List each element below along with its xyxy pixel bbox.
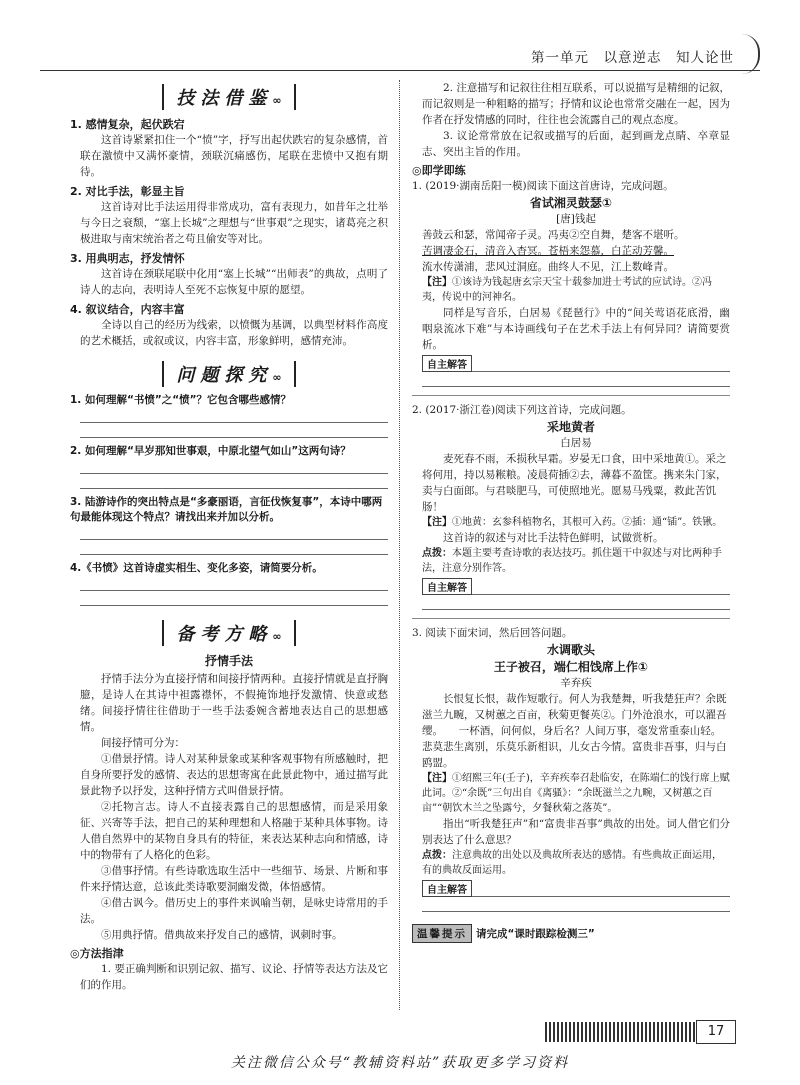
- q2-answer-area[interactable]: 自主解答: [422, 578, 730, 595]
- strategy-para: ③借事抒情。有些诗歌选取生活中一些细节、场景、片断和事件来抒情达意，总该此类诗歌要洞幽发微，体悟感情。: [80, 865, 388, 893]
- q3-subtitle: 王子被召，端仁相饯席上作①: [493, 660, 649, 674]
- q3-stem: 3. 阅读下面宋词，然后回答问题。: [412, 627, 573, 639]
- column-divider: [399, 80, 400, 1010]
- section-title-questions: 问题探究∞: [70, 361, 388, 387]
- strategy-para: 间接抒情可分为：: [101, 737, 185, 749]
- q3-question: 指出“听我楚狂声”和“富贵非吾事”典故的出处。词人借它们分别表达了什么意思？: [422, 818, 730, 846]
- method-guide-cont: 3. 议论常常放在记叙或描写的后面，起到画龙点睛、卒章显志、突出主旨的作用。: [422, 130, 730, 158]
- page-number: 17: [696, 1020, 736, 1044]
- answer-line[interactable]: [80, 591, 388, 606]
- q1-stem: 1. (2019·湖南岳阳一模)阅读下面这首唐诗，完成问题。: [412, 180, 674, 192]
- practice-title: ◎即学即练: [412, 164, 466, 177]
- question-1: 1. 如何理解“书愤”之“愤”？它包含哪些感情？: [70, 394, 292, 406]
- answer-line[interactable]: [422, 897, 730, 912]
- strategy-para: 抒情手法分为直接抒情和间接抒情两种。直接抒情就是直抒胸臆，是诗人在其诗中袒露襟怀，不假掩饰地抒发激情、快意或愁绪。间接抒情往往借助于一些手法委婉含蓄地表达自己的思想感情。: [80, 673, 388, 733]
- strategy-para: ④借古讽今。借历史上的事件来讽喻当朝，是咏史诗常用的手法。: [80, 897, 388, 925]
- q3-answer-area[interactable]: 自主解答: [422, 880, 730, 897]
- technique-4-text: 全诗以自己的经历为线索，以愤慨为基调，以典型材料作高度的艺术概括，或叙或议，内容丰富，形象鲜明，感情充沛。: [80, 319, 388, 347]
- left-column: [70, 80, 388, 1010]
- technique-1-text: 这首诗紧紧扣住一个“愤”字，抒写出起伏跌宕的复杂感情，首联在激愤中又满怀豪情，颈联沉痛感伤，尾联在悲愤中又抱有期待。: [80, 134, 388, 178]
- reminder-label: 温馨提示: [412, 924, 472, 943]
- q1-author: [唐]钱起: [556, 213, 596, 225]
- q3-hint: 点拨：注意典故的出处以及典故所表达的感情。有些典故正面运用，有的典故反面运用。: [422, 850, 722, 876]
- page-header: [40, 40, 760, 71]
- strategy-para: ⑤用典抒情。借典故来抒发自己的感情，讽刺时事。: [101, 929, 343, 941]
- q3-poem-text: 长恨复长恨，裁作短歌行。何人为我楚舞，听我楚狂声？余既滋兰九畹，又树蕙之百亩，秋菊更餐英②。门外沧浪水，可以濯吾缨。 一杯酒，问何似，身后名？人间万事，毫发常重泰山轻。悲莫悲生离别，乐莫乐新相识，儿女古今情。富贵非吾事，归与白鸥盟。: [422, 693, 727, 769]
- q2-poem-text: 麦死春不雨，禾损秋早霜。岁晏无口食，田中采地黄①。采之将何用，持以易糇粮。凌晨荷插②去，薄暮不盈筐。携来朱门家，卖与白面郎。与君啖肥马，可使照地光。愿易马残粟，救此苦饥肠！: [422, 453, 727, 513]
- method-guide-title: ◎方法指津: [70, 947, 124, 960]
- q1-poem-line: 流水传潇浦，悲风过洞庭。曲终人不见，江上数峰青。: [422, 261, 674, 273]
- unit-title: 第一单元 以意逆志 知人论世: [531, 50, 734, 66]
- q1-poem-title: 省试湘灵鼓瑟①: [529, 196, 613, 210]
- section-title-exam-strategy: 备考方略∞: [70, 620, 388, 646]
- footer-watermark-text: 关注微信公众号“教辅资料站”获取更多学习资料: [230, 1055, 570, 1071]
- answer-line[interactable]: [80, 408, 388, 423]
- q2-question: 这首诗的叙述与对比手法特色鲜明，试做赏析。: [443, 532, 664, 544]
- q2-hint: 点拨：本题主要考查诗歌的表达技巧。抓住题干中叙述与对比两种手法，注意分别作答。: [422, 548, 722, 574]
- technique-1-title: 1. 感情复杂，起伏跌宕: [70, 118, 185, 131]
- footer-stripe-decoration: [545, 1022, 695, 1042]
- technique-3-text: 这首诗在颈联尾联中化用“塞上长城”“出师表”的典故，点明了诗人的志向，表明诗人至死不忘恢复中原的愿望。: [80, 268, 388, 296]
- q3-title: 水调歌头: [546, 643, 595, 657]
- q1-poem-line: 善鼓云和瑟，常闻帝子灵。冯夷②空自舞，楚客不堪听。: [422, 229, 685, 241]
- section-title-techniques: 技法借鉴∞: [70, 84, 388, 110]
- q1-question: 同样是写音乐，白居易《琵琶行》中的“间关莺语花底滑，幽咽泉流冰下难”与本诗画线句子在艺术手法上有何异同？请简要赏析。: [422, 307, 730, 351]
- question-2: 2. 如何理解“早岁那知世事艰，中原北望气如山”这两句诗？: [70, 445, 351, 457]
- q2-poem-title: 采地黄者: [546, 420, 595, 434]
- q3-note: 【注】①绍熙三年(壬子)，辛弃疾奉召赴临安，在陈端仁的饯行席上赋此词。②“余既”三句出自《离骚》：“余既滋兰之九畹，又树蕙之百亩”“朝饮木兰之坠露兮，夕餐秋菊之落英”。: [422, 773, 730, 814]
- header-ornament: [742, 34, 760, 74]
- method-guide-text: 1. 要正确判断和识别记叙、描写、议论、抒情等表达方法及它们的作用。: [80, 963, 388, 991]
- right-column: [412, 80, 730, 1010]
- answer-line[interactable]: [80, 459, 388, 474]
- answer-line[interactable]: [80, 423, 388, 438]
- technique-2-title: 2. 对比手法，彰显主旨: [70, 185, 185, 198]
- answer-line[interactable]: [422, 595, 730, 610]
- q2-note: 【注】①地黄：玄参科植物名，其根可入药。②插：通“锸”。铁锹。: [422, 517, 723, 528]
- question-4: 4.《书愤》这首诗虚实相生、变化多姿，请简要分析。: [70, 562, 323, 574]
- answer-line[interactable]: [80, 525, 388, 540]
- q3-author: 辛弃疾: [560, 677, 592, 689]
- technique-3-title: 3. 用典明志，抒发情怀: [70, 252, 185, 265]
- technique-2-text: 这首诗对比手法运用得非常成功，富有表现力，如昔年之壮举与今日之衰颓，“塞上长城”之理想与“世事艰”之现实，诸葛亮之积极进取与南宋统治者之苟且偷安等对比。: [80, 201, 388, 245]
- method-guide-cont: 2. 注意描写和记叙往往相互联系，可以说描写是精细的记叙，而记叙则是一种粗略的描写；抒情和议论也常常交融在一起，因为作者在抒发情感的同时，往往也会流露自己的观点态度。: [422, 82, 730, 126]
- q2-author: 白居易: [560, 437, 592, 449]
- q2-stem: 2. (2017·浙江卷)阅读下列这首诗，完成问题。: [412, 404, 632, 416]
- q1-poem-line: 苦调凄金石，清音入杳冥。苍梧来怨慕，白芷动芳馨。: [422, 245, 674, 257]
- strategy-para: ①借景抒情。诗人对某种景象或某种客观事物有所感触时，把自身所要抒发的感情、表达的思想寄寓在此景此物中，通过描写此景此物予以抒发，这种抒情方式叫借景抒情。: [80, 753, 388, 797]
- separator: [412, 395, 730, 396]
- separator: [412, 618, 730, 619]
- technique-4-title: 4. 叙议结合，内容丰富: [70, 303, 185, 316]
- strategy-para: ②托物言志。诗人不直接表露自己的思想感情，而是采用象征、兴寄等手法，把自己的某种理想和人格融于某种具体事物。诗人借自然界中的某物自身具有的特征，来表达某种志向和情感，诗中的物带有了人格化的色彩。: [80, 801, 388, 861]
- strategy-subtitle: 抒情手法: [204, 654, 253, 668]
- answer-line[interactable]: [80, 540, 388, 555]
- reminder-bar: [412, 924, 730, 943]
- answer-line[interactable]: [80, 474, 388, 489]
- reminder-text: 请完成“课时跟踪检测三”: [476, 928, 595, 940]
- answer-line[interactable]: [80, 576, 388, 591]
- answer-line[interactable]: [422, 372, 730, 387]
- question-3: 3. 陆游诗作的突出特点是“多豪丽语，言征伐恢复事”，本诗中哪两句最能体现这个特点？请找出来并加以分析。: [70, 496, 383, 523]
- q1-note: 【注】①该诗为钱起唐玄宗天宝十载参加进士考试的应试诗。②冯夷，传说中的河神名。: [422, 277, 712, 303]
- q1-answer-area[interactable]: 自主解答: [422, 355, 730, 372]
